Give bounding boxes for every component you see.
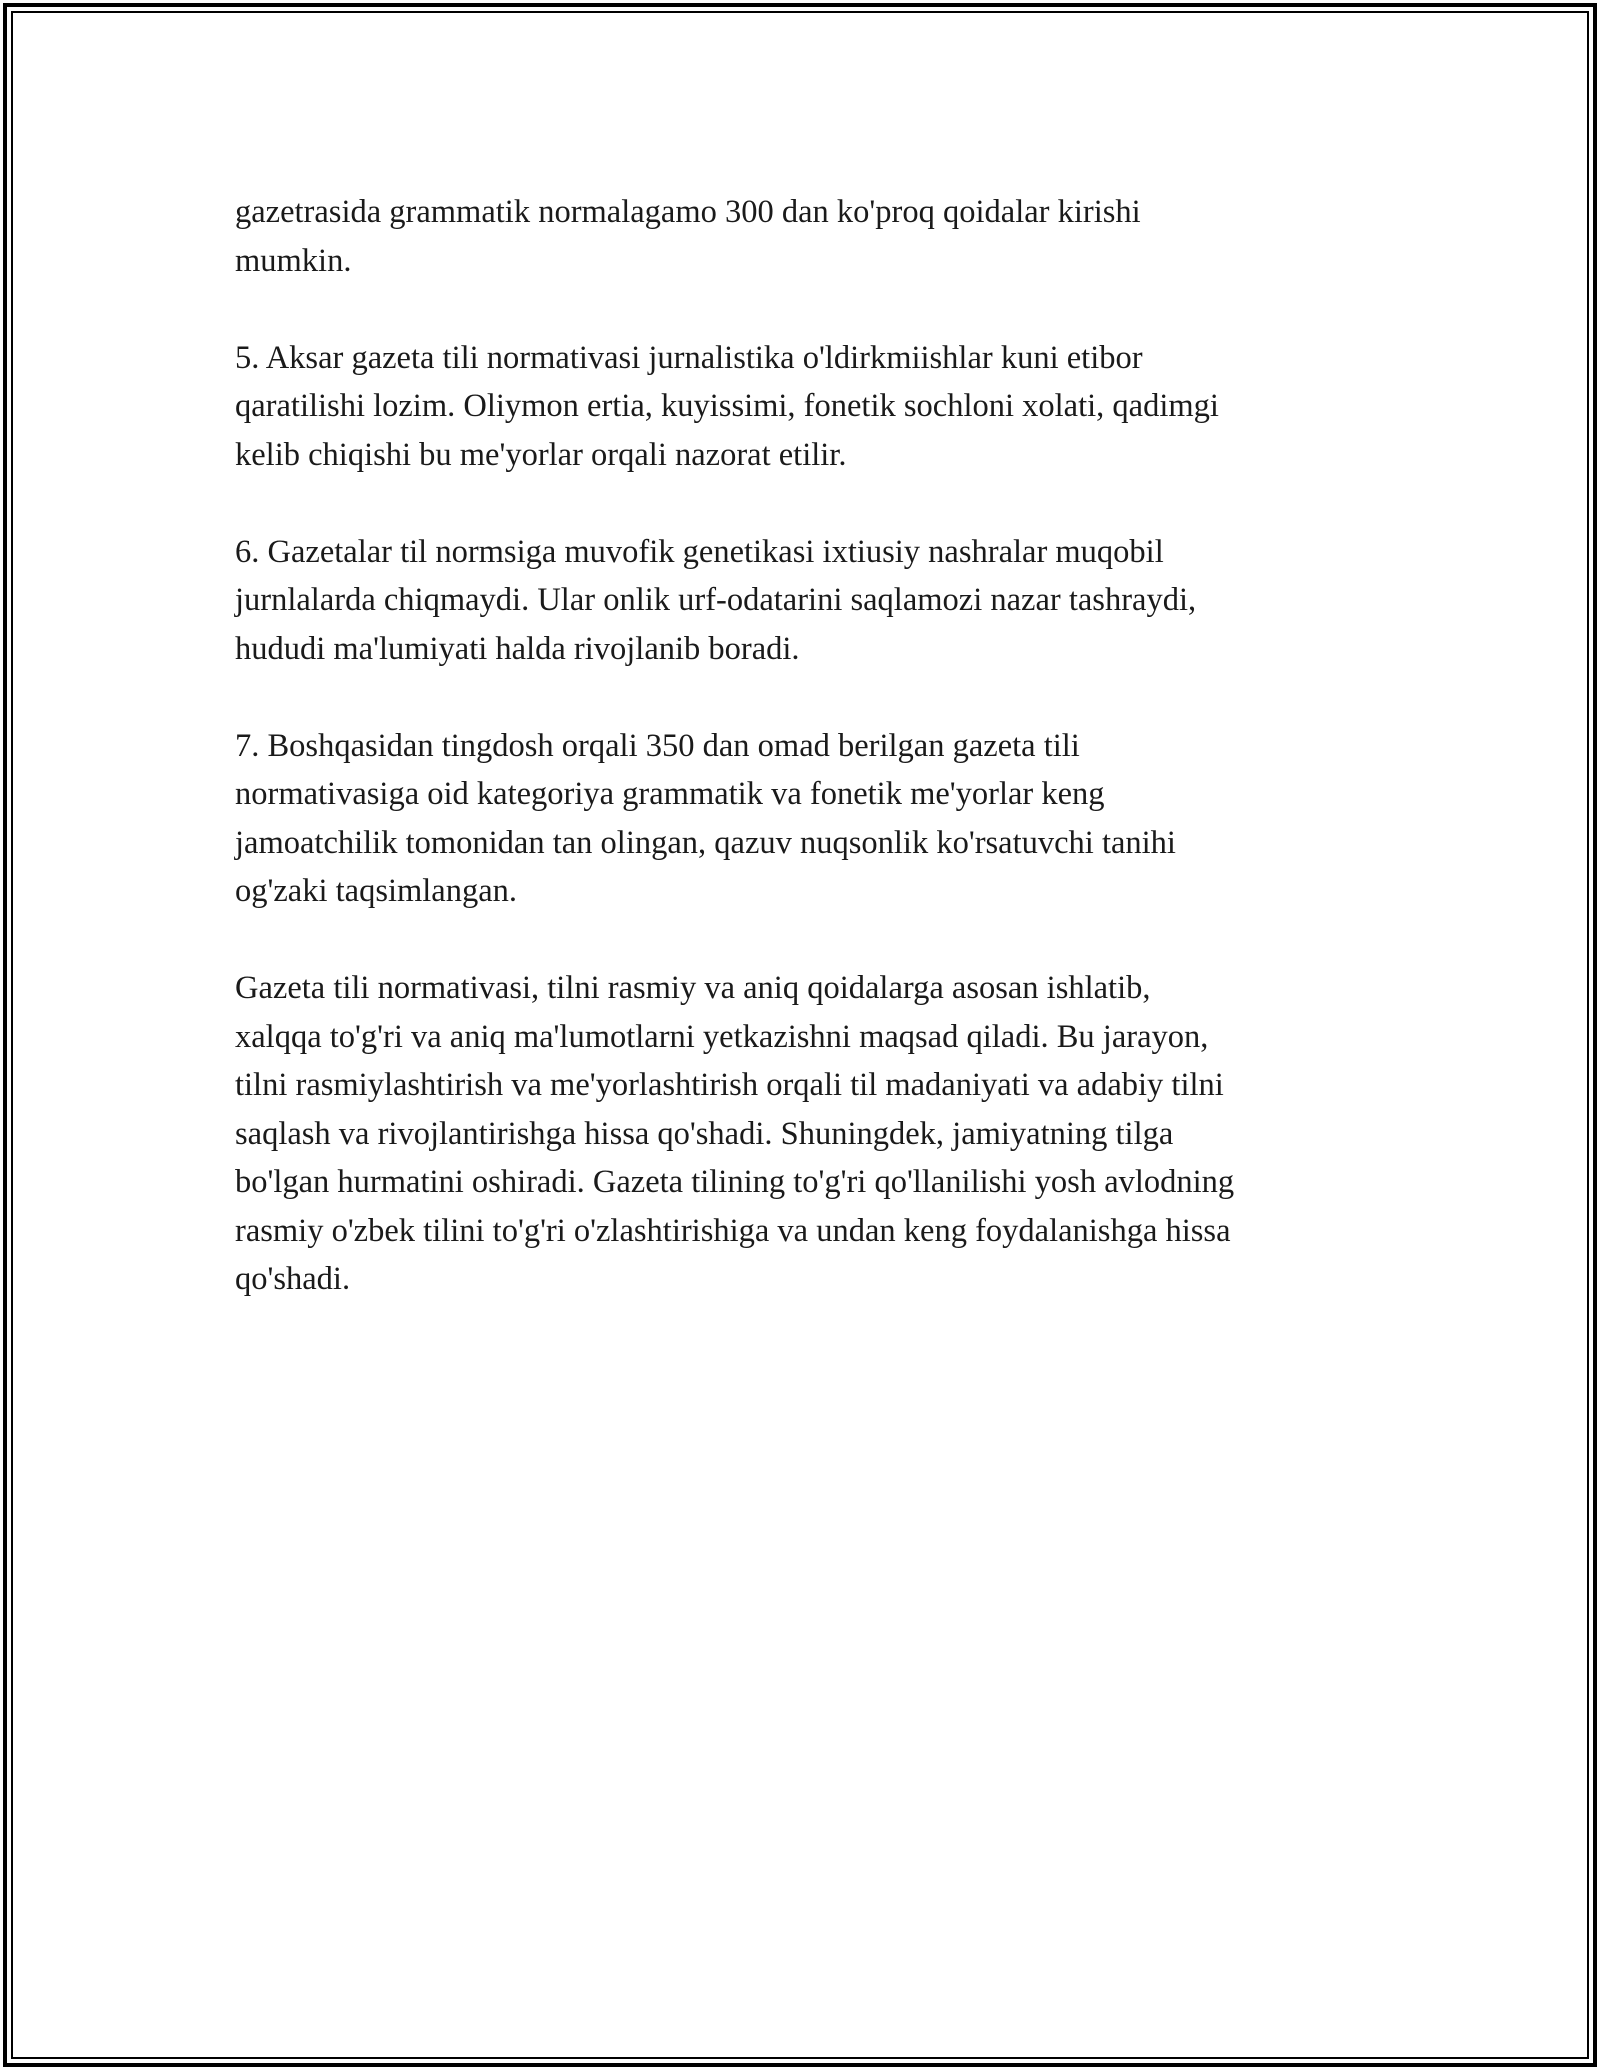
paragraph-item-6: 6. Gazetalar til normsiga muvofik genetikasi ixtiusiy nashralar muqobil jurnlalarda chiqmaydi. Ular onlik urf-odatarini saqlamozi nazar tashraydi, hududi ma'lumiyati halda rivojlanib boradi. [235, 533, 1197, 667]
document-body [235, 188, 1375, 1352]
paragraph-continuation: gazetrasida grammatik normalagamo 300 dan ko'proq qoidalar kirishi mumkin. [235, 194, 1141, 279]
paragraph-item-5: 5. Aksar gazeta tili normativasi jurnalistika o'ldirkmiishlar kuni etibor qaratilishi lozim. Oliymon ertia, kuyissimi, fonetik sochloni xolati, qadimgi kelib chiqishi bu me'yorlar orqali nazorat etilir. [235, 339, 1219, 473]
paragraph-item-7: 7. Boshqasidan tingdosh orqali 350 dan omad berilgan gazeta tili normativasiga oid kategoriya grammatik va fonetik me'yorlar keng jamoatchilik tomonidan tan olingan, qazuv nuqsonlik ko'rsatuvchi tanihi og'zaki taqsimlangan. [235, 727, 1176, 909]
paragraph-conclusion: Gazeta tili normativasi, tilni rasmiy va aniq qoidalarga asosan ishlatib, xalqqa to'g'ri va aniq ma'lumotlarni yetkazishni maqsad qiladi. Bu jarayon, tilni rasmiylashtirish va me'yorlashtirish orqali til madaniyati va adabiy tilni saqlash va rivojlantirishga hissa qo'shadi. Shuningdek, jamiyatning tilga bo'lgan hurmatini oshiradi. Gazeta tilining to'g'ri qo'llanilishi yosh avlodning rasmiy o'zbek tilini to'g'ri o'zlashtirishiga va undan keng foydalanishga hissa qo'shadi. [235, 970, 1235, 1297]
